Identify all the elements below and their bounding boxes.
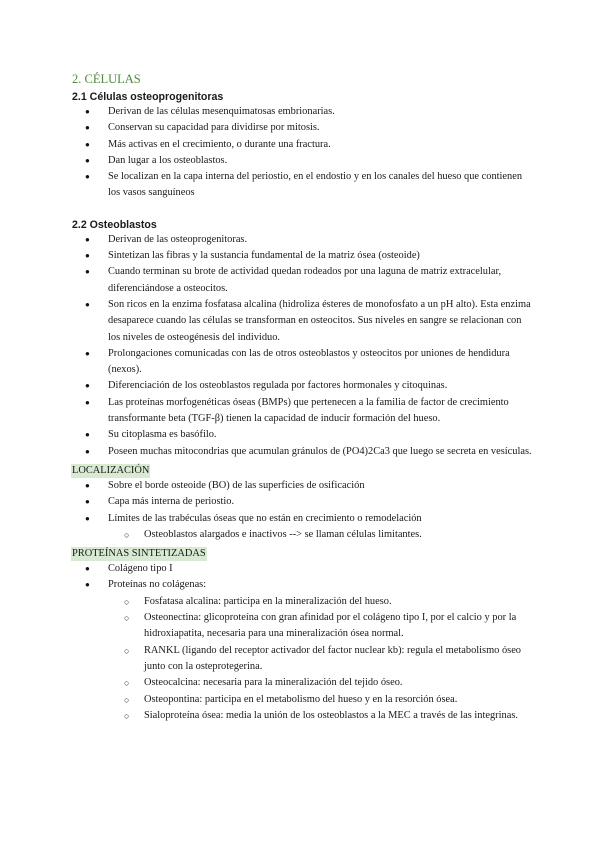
sublist-item: ○ RANKL (ligando del receptor activador del factor nuclear kb): regula el metabolismo óseo junto con la osteprotegerina. [108, 643, 532, 676]
list-item: ● Sobre el borde osteoide (BO) de las superficies de osificación [72, 478, 532, 494]
list-item: ● Proteínas no colágenas: [72, 577, 532, 593]
list-item: ● Dan lugar a los osteoblastos. [72, 153, 532, 169]
sublist-item: ○ Fosfatasa alcalina: participa en la mineralización del hueso. [108, 594, 532, 610]
sublist-item: ○ Sialoproteína ósea: media la unión de los osteoblastos a la MEC a través de las integrinas. [108, 708, 532, 724]
proteinas-sublist-wrapper [72, 594, 532, 724]
list-item: ● Las proteínas morfogenéticas óseas (BMPs) que pertenecen a la familia de factor de crecimiento transformante beta (TGF-β) tienen la capacidad de inducir formación del hueso. [72, 395, 532, 428]
list-item: ● Conservan su capacidad para dividirse por mitosis. [72, 120, 532, 136]
sublist-item: ○ Osteopontina: participa en el metabolismo del hueso y en la resorción ósea. [108, 692, 532, 708]
localizacion-list [72, 478, 532, 527]
proteinas-list [72, 561, 532, 594]
localizacion-label: LOCALIZACIÓN [72, 464, 150, 476]
localizacion-sublist-wrapper [72, 527, 532, 543]
sublist-item: ○ Osteocalcina: necesaria para la mineralización del tejido óseo. [108, 675, 532, 691]
spacer [72, 202, 532, 218]
list-item: ● Derivan de las osteoprogenitoras. [72, 232, 532, 248]
list-item: ● Diferenciación de los osteoblastos regulada por factores hormonales y citoquinas. [72, 378, 532, 394]
document-page [72, 72, 532, 724]
list-item: ● Cuando terminan su brote de actividad quedan rodeados por una laguna de matriz extracelular, diferenciándose a osteocitos. [72, 264, 532, 297]
sublist-item: ○ Osteonectina: glicoproteína con gran afinidad por el colágeno tipo I, por el calcio y por la hidroxiapatita, necesaria para una mineralización ósea normal. [108, 610, 532, 643]
subsection-title-osteoblastos: 2.2 Osteoblastos [72, 218, 157, 231]
list-item: ● Su citoplasma es basófilo. [72, 427, 532, 443]
list-item: ● Se localizan en la capa interna del periostio, en el endostio y en los canales del hueso que contienen los vasos sanguíneos [72, 169, 532, 202]
list-item: ● Son ricos en la enzima fosfatasa alcalina (hidroliza ésteres de monofosfato a un pH alto). Esta enzima desaparece cuando las células se transforman en osteocitos. Sus niveles en sangre se relacionan con los niveles de osteogénesis del individuo. [72, 297, 532, 346]
sublist-item: ○ Osteoblastos alargados e inactivos --> se llaman células limitantes. [108, 527, 532, 543]
localizacion-label-row [72, 460, 532, 478]
proteinas-label: PROTEÍNAS SINTETIZADAS [72, 548, 206, 560]
subsection-title-osteoprogenitoras: 2.1 Células osteoprogenitoras [72, 91, 224, 103]
list-item: ● Colágeno tipo I [72, 561, 532, 577]
list-item: ● Sintetizan las fibras y la sustancia fundamental de la matriz ósea (osteoide) [72, 248, 532, 264]
section-title: 2. CÉLULAS [72, 72, 141, 86]
list-item: ● Poseen muchas mitocondrias que acumulan gránulos de (PO4)2Ca3 que luego se secreta en vesículas. [72, 444, 532, 460]
list-item: ● Derivan de las células mesenquimatosas embrionarias. [72, 104, 532, 120]
list-item: ● Capa más interna de periostio. [72, 494, 532, 510]
list-item: ● Más activas en el crecimiento, o durante una fractura. [72, 137, 532, 153]
proteinas-label-row [72, 543, 532, 561]
list-item: ● Prolongaciones comunicadas con las de otros osteoblastos y osteocitos por uniones de hendidura (nexos). [72, 346, 532, 379]
localizacion-sublist [108, 527, 532, 543]
proteinas-sublist [108, 594, 532, 724]
osteoblastos-list [72, 232, 532, 460]
list-item: ● Límites de las trabéculas óseas que no están en crecimiento o remodelación [72, 511, 532, 527]
osteoprogenitoras-list [72, 104, 532, 202]
